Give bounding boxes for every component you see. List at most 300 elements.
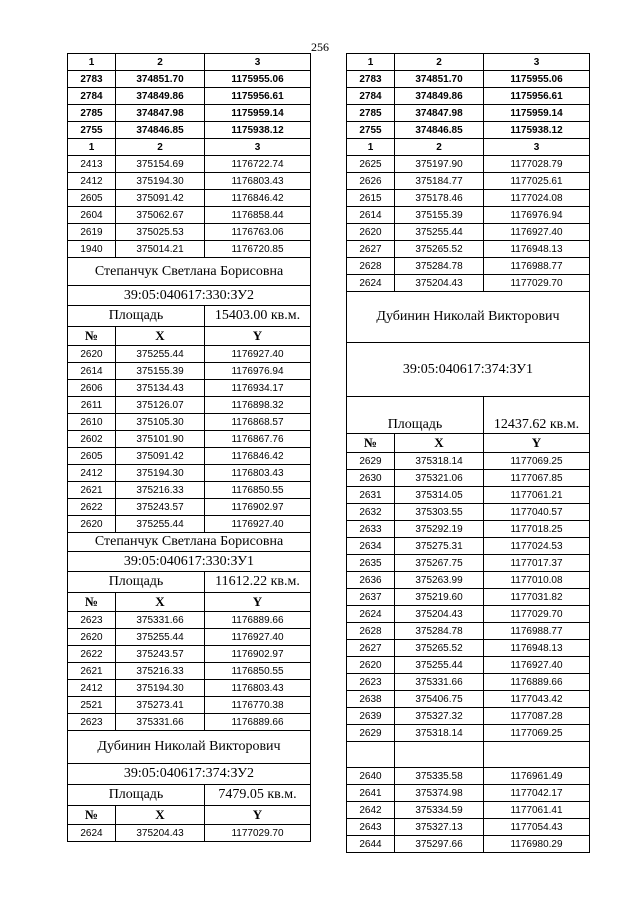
table-row [68, 646, 311, 663]
y-coordinate-cell: 1176902.97 [205, 646, 311, 663]
point-number-cell: 2638 [347, 691, 395, 708]
point-number-cell: 2614 [68, 363, 116, 380]
cadastral-number: 39:05:040617:374:ЗУ1 [347, 343, 590, 397]
y-coordinate-cell: 1176948.13 [484, 640, 590, 657]
x-column-header: X [116, 593, 205, 612]
y-coordinate-cell: 1176770.38 [205, 697, 311, 714]
x-coordinate-cell: 375126.07 [116, 397, 205, 414]
column-header-row [68, 806, 311, 825]
y-coordinate-cell: 1177024.08 [484, 190, 590, 207]
table-row [347, 802, 590, 819]
y-coordinate-cell: 1176898.32 [205, 397, 311, 414]
point-number-cell: 2632 [347, 504, 395, 521]
owner-name: Дубинин Николай Викторович [68, 731, 311, 764]
bold-row [68, 88, 311, 105]
x-coordinate-cell: 375374.98 [395, 785, 484, 802]
y-coordinate-cell: 1176846.42 [205, 448, 311, 465]
x-coordinate-cell: 375335.58 [395, 768, 484, 785]
x-coordinate-cell: 375194.30 [116, 173, 205, 190]
x-coordinate-cell: 375267.75 [395, 555, 484, 572]
x-coordinate-cell: 375255.44 [116, 346, 205, 363]
point-number-cell: 2619 [68, 224, 116, 241]
x-coordinate-cell: 375314.05 [395, 487, 484, 504]
y-coordinate-cell: 1176927.40 [484, 224, 590, 241]
y-coordinate-cell: 1177061.21 [484, 487, 590, 504]
table-row [347, 768, 590, 785]
bold-row [347, 122, 590, 139]
table-row [68, 448, 311, 465]
area-row [68, 306, 311, 327]
x-coordinate-cell: 374849.86 [395, 88, 484, 105]
y-coordinate-cell: 1177069.25 [484, 725, 590, 742]
y-coordinate-cell: 1176850.55 [205, 663, 311, 680]
coordinates-table-right [346, 53, 590, 853]
y-coordinate-cell: 1176961.49 [484, 768, 590, 785]
y-coordinate-cell: 1177024.53 [484, 538, 590, 555]
y-coordinate-cell: 1177031.82 [484, 589, 590, 606]
table-row [347, 657, 590, 674]
point-number-cell: 2624 [347, 275, 395, 292]
y-coordinate-cell: 1176803.43 [205, 680, 311, 697]
x-coordinate-cell: 375243.57 [116, 499, 205, 516]
column-number-header: 3 [205, 139, 311, 156]
table-row [347, 470, 590, 487]
area-value: 7479.05 кв.м. [205, 785, 311, 806]
table-row [68, 629, 311, 646]
bold-row [68, 122, 311, 139]
y-coordinate-cell: 1176763.06 [205, 224, 311, 241]
point-number-cell: 2412 [68, 173, 116, 190]
area-value: 11612.22 кв.м. [205, 572, 311, 593]
x-coordinate-cell: 375101.90 [116, 431, 205, 448]
owner-row [68, 533, 311, 552]
x-coordinate-cell: 374849.86 [116, 88, 205, 105]
column-header-row [68, 327, 311, 346]
table-row [347, 836, 590, 853]
y-coordinate-cell: 1176867.76 [205, 431, 311, 448]
x-coordinate-cell: 375255.44 [116, 516, 205, 533]
y-coordinate-cell: 1176868.57 [205, 414, 311, 431]
column-number-header: 3 [484, 139, 590, 156]
column-header-row [347, 434, 590, 453]
x-coordinate-cell: 375273.41 [116, 697, 205, 714]
x-coordinate-cell: 375105.30 [116, 414, 205, 431]
x-coordinate-cell: 375155.39 [116, 363, 205, 380]
point-number-cell: 2785 [68, 105, 116, 122]
cadastral-number: 39:05:040617:330:ЗУ1 [68, 552, 311, 572]
point-number-cell: 2620 [347, 657, 395, 674]
x-coordinate-cell: 374847.98 [395, 105, 484, 122]
x-coordinate-cell: 375204.43 [116, 825, 205, 842]
x-coordinate-cell: 375284.78 [395, 623, 484, 640]
x-coordinate-cell: 375178.46 [395, 190, 484, 207]
table-row [347, 691, 590, 708]
y-coordinate-cell: 1177029.70 [205, 825, 311, 842]
point-number-cell: 2627 [347, 241, 395, 258]
bold-row [347, 71, 590, 88]
table-row [347, 224, 590, 241]
cadastral-row [347, 343, 590, 397]
point-number-cell: 2785 [347, 105, 395, 122]
point-number-cell: 2783 [347, 71, 395, 88]
point-number-cell: 2624 [68, 825, 116, 842]
table-row [68, 207, 311, 224]
table-row [68, 663, 311, 680]
y-coordinate-cell: 1176889.66 [205, 714, 311, 731]
x-column-header: X [116, 327, 205, 346]
point-number-cell: 2602 [68, 431, 116, 448]
y-coordinate-cell: 1177010.08 [484, 572, 590, 589]
table-row [68, 224, 311, 241]
cadastral-row [68, 286, 311, 306]
y-coordinate-cell: 1176889.66 [205, 612, 311, 629]
y-coordinate-cell: 1177029.70 [484, 275, 590, 292]
table-row [347, 708, 590, 725]
y-column-header: Y [205, 593, 311, 612]
coordinates-table-left [67, 53, 311, 842]
y-coordinate-cell: 1175938.12 [205, 122, 311, 139]
x-coordinate-cell: 375331.66 [116, 714, 205, 731]
table-row [347, 785, 590, 802]
y-coordinate-cell: 1177043.42 [484, 691, 590, 708]
empty-cell [484, 742, 590, 768]
table-row [68, 431, 311, 448]
point-number-cell: 2784 [347, 88, 395, 105]
table-row [68, 680, 311, 697]
mid-header-row [347, 139, 590, 156]
table-row [68, 516, 311, 533]
mid-header-row [68, 139, 311, 156]
x-coordinate-cell: 375091.42 [116, 190, 205, 207]
y-coordinate-cell: 1176846.42 [205, 190, 311, 207]
owner-name: Дубинин Николай Викторович [347, 292, 590, 343]
x-coordinate-cell: 375318.14 [395, 453, 484, 470]
column-number-header: 1 [347, 54, 395, 71]
table-row [68, 173, 311, 190]
x-coordinate-cell: 375275.31 [395, 538, 484, 555]
column-number-header: 2 [116, 54, 205, 71]
point-number-cell: 2620 [347, 224, 395, 241]
table-row [68, 190, 311, 207]
x-coordinate-cell: 375204.43 [395, 606, 484, 623]
table-row [347, 623, 590, 640]
x-coordinate-cell: 375062.67 [116, 207, 205, 224]
y-coordinate-cell: 1176980.29 [484, 836, 590, 853]
x-coordinate-cell: 375327.32 [395, 708, 484, 725]
point-number-cell: 2627 [347, 640, 395, 657]
table-row [347, 504, 590, 521]
y-coordinate-cell: 1177067.85 [484, 470, 590, 487]
table-row [68, 499, 311, 516]
point-number-cell: 2624 [347, 606, 395, 623]
point-number-cell: 2610 [68, 414, 116, 431]
x-coordinate-cell: 375255.44 [395, 657, 484, 674]
number-column-header: № [68, 806, 116, 825]
y-coordinate-cell: 1175955.06 [484, 71, 590, 88]
table-row [347, 572, 590, 589]
x-coordinate-cell: 375197.90 [395, 156, 484, 173]
table-row [68, 825, 311, 842]
x-coordinate-cell: 375284.78 [395, 258, 484, 275]
y-coordinate-cell: 1176902.97 [205, 499, 311, 516]
table-row [347, 241, 590, 258]
number-column-header: № [347, 434, 395, 453]
table-row [347, 589, 590, 606]
x-coordinate-cell: 374846.85 [116, 122, 205, 139]
point-number-cell: 1940 [68, 241, 116, 258]
point-number-cell: 2634 [347, 538, 395, 555]
x-coordinate-cell: 374851.70 [116, 71, 205, 88]
point-number-cell: 2614 [347, 207, 395, 224]
table-row [68, 482, 311, 499]
y-coordinate-cell: 1177017.37 [484, 555, 590, 572]
point-number-cell: 2640 [347, 768, 395, 785]
x-coordinate-cell: 375091.42 [116, 448, 205, 465]
column-header-row [68, 593, 311, 612]
point-number-cell: 2412 [68, 680, 116, 697]
table-row [347, 640, 590, 657]
x-coordinate-cell: 374851.70 [395, 71, 484, 88]
column-number-header: 1 [68, 139, 116, 156]
empty-row [347, 742, 590, 768]
x-coordinate-cell: 375321.06 [395, 470, 484, 487]
y-coordinate-cell: 1175938.12 [484, 122, 590, 139]
y-coordinate-cell: 1176858.44 [205, 207, 311, 224]
table-row [347, 190, 590, 207]
x-coordinate-cell: 375327.13 [395, 819, 484, 836]
cadastral-row [68, 764, 311, 785]
bold-row [68, 71, 311, 88]
y-coordinate-cell: 1176948.13 [484, 241, 590, 258]
point-number-cell: 2637 [347, 589, 395, 606]
x-coordinate-cell: 375331.66 [395, 674, 484, 691]
x-coordinate-cell: 374847.98 [116, 105, 205, 122]
area-row [68, 785, 311, 806]
bold-row [347, 88, 590, 105]
point-number-cell: 2621 [68, 663, 116, 680]
point-number-cell: 2784 [68, 88, 116, 105]
area-row [68, 572, 311, 593]
point-number-cell: 2755 [347, 122, 395, 139]
point-number-cell: 2620 [68, 516, 116, 533]
owner-name: Степанчук Светлана Борисовна [68, 258, 311, 286]
y-coordinate-cell: 1175955.06 [205, 71, 311, 88]
column-number-header: 3 [484, 54, 590, 71]
point-number-cell: 2629 [347, 453, 395, 470]
x-coordinate-cell: 375204.43 [395, 275, 484, 292]
y-coordinate-cell: 1176803.43 [205, 173, 311, 190]
x-coordinate-cell: 375216.33 [116, 482, 205, 499]
point-number-cell: 2605 [68, 190, 116, 207]
number-column-header: № [68, 593, 116, 612]
point-number-cell: 2635 [347, 555, 395, 572]
column-number-header: 2 [395, 139, 484, 156]
x-column-header: X [116, 806, 205, 825]
point-number-cell: 2628 [347, 623, 395, 640]
x-coordinate-cell: 375014.21 [116, 241, 205, 258]
point-number-cell: 2605 [68, 448, 116, 465]
x-coordinate-cell: 375194.30 [116, 680, 205, 697]
point-number-cell: 2620 [68, 629, 116, 646]
point-number-cell: 2643 [347, 819, 395, 836]
y-column-header: Y [205, 327, 311, 346]
table-row [68, 156, 311, 173]
table-row [68, 241, 311, 258]
owner-row [68, 731, 311, 764]
point-number-cell: 2521 [68, 697, 116, 714]
cadastral-number: 39:05:040617:330:ЗУ2 [68, 286, 311, 306]
point-number-cell: 2629 [347, 725, 395, 742]
y-coordinate-cell: 1175956.61 [205, 88, 311, 105]
y-coordinate-cell: 1176927.40 [205, 629, 311, 646]
point-number-cell: 2644 [347, 836, 395, 853]
top-header-row [68, 54, 311, 71]
cadastral-number: 39:05:040617:374:ЗУ2 [68, 764, 311, 785]
owner-row [68, 258, 311, 286]
point-number-cell: 2633 [347, 521, 395, 538]
column-number-header: 1 [68, 54, 116, 71]
point-number-cell: 2622 [68, 646, 116, 663]
y-coordinate-cell: 1177025.61 [484, 173, 590, 190]
number-column-header: № [68, 327, 116, 346]
column-number-header: 2 [116, 139, 205, 156]
area-label: Площадь [347, 397, 484, 434]
x-coordinate-cell: 374846.85 [395, 122, 484, 139]
table-row [68, 414, 311, 431]
x-coordinate-cell: 375297.66 [395, 836, 484, 853]
y-coordinate-cell: 1175959.14 [484, 105, 590, 122]
y-coordinate-cell: 1176722.74 [205, 156, 311, 173]
table-row [347, 538, 590, 555]
y-coordinate-cell: 1176927.40 [205, 516, 311, 533]
bold-row [68, 105, 311, 122]
point-number-cell: 2413 [68, 156, 116, 173]
x-coordinate-cell: 375265.52 [395, 241, 484, 258]
table-row [347, 819, 590, 836]
column-number-header: 3 [205, 54, 311, 71]
y-coordinate-cell: 1176803.43 [205, 465, 311, 482]
table-row [68, 465, 311, 482]
y-coordinate-cell: 1175956.61 [484, 88, 590, 105]
table-row [68, 612, 311, 629]
y-coordinate-cell: 1176927.40 [205, 346, 311, 363]
y-coordinate-cell: 1177054.43 [484, 819, 590, 836]
table-row [347, 487, 590, 504]
x-coordinate-cell: 375318.14 [395, 725, 484, 742]
point-number-cell: 2620 [68, 346, 116, 363]
y-column-header: Y [205, 806, 311, 825]
cadastral-row [68, 552, 311, 572]
area-label: Площадь [68, 306, 205, 327]
point-number-cell: 2631 [347, 487, 395, 504]
point-number-cell: 2412 [68, 465, 116, 482]
table-row [68, 697, 311, 714]
point-number-cell: 2636 [347, 572, 395, 589]
bold-row [347, 105, 590, 122]
area-label: Площадь [68, 572, 205, 593]
owner-name: Степанчук Светлана Борисовна [68, 533, 311, 552]
table-row [347, 275, 590, 292]
table-row [347, 674, 590, 691]
point-number-cell: 2626 [347, 173, 395, 190]
y-column-header: Y [484, 434, 590, 453]
table-row [347, 606, 590, 623]
y-coordinate-cell: 1177087.28 [484, 708, 590, 725]
x-coordinate-cell: 375184.77 [395, 173, 484, 190]
table-row [347, 725, 590, 742]
point-number-cell: 2621 [68, 482, 116, 499]
x-coordinate-cell: 375025.53 [116, 224, 205, 241]
x-coordinate-cell: 375216.33 [116, 663, 205, 680]
x-coordinate-cell: 375154.69 [116, 156, 205, 173]
y-coordinate-cell: 1177029.70 [484, 606, 590, 623]
y-coordinate-cell: 1177069.25 [484, 453, 590, 470]
column-number-header: 2 [395, 54, 484, 71]
empty-cell [347, 742, 395, 768]
point-number-cell: 2783 [68, 71, 116, 88]
x-coordinate-cell: 375292.19 [395, 521, 484, 538]
x-coordinate-cell: 375255.44 [395, 224, 484, 241]
point-number-cell: 2639 [347, 708, 395, 725]
point-number-cell: 2755 [68, 122, 116, 139]
area-label: Площадь [68, 785, 205, 806]
x-coordinate-cell: 375243.57 [116, 646, 205, 663]
point-number-cell: 2611 [68, 397, 116, 414]
y-coordinate-cell: 1176720.85 [205, 241, 311, 258]
table-row [68, 346, 311, 363]
x-coordinate-cell: 375334.59 [395, 802, 484, 819]
point-number-cell: 2642 [347, 802, 395, 819]
top-header-row [347, 54, 590, 71]
point-number-cell: 2641 [347, 785, 395, 802]
table-row [347, 453, 590, 470]
point-number-cell: 2606 [68, 380, 116, 397]
table-row [347, 521, 590, 538]
y-coordinate-cell: 1177042.17 [484, 785, 590, 802]
area-value: 15403.00 кв.м. [205, 306, 311, 327]
x-coordinate-cell: 375263.99 [395, 572, 484, 589]
y-coordinate-cell: 1176850.55 [205, 482, 311, 499]
x-column-header: X [395, 434, 484, 453]
y-coordinate-cell: 1176988.77 [484, 623, 590, 640]
area-value: 12437.62 кв.м. [484, 397, 590, 434]
y-coordinate-cell: 1176889.66 [484, 674, 590, 691]
y-coordinate-cell: 1177028.79 [484, 156, 590, 173]
point-number-cell: 2622 [68, 499, 116, 516]
table-row [347, 156, 590, 173]
x-coordinate-cell: 375255.44 [116, 629, 205, 646]
y-coordinate-cell: 1177018.25 [484, 521, 590, 538]
page-number: 256 [311, 40, 329, 54]
point-number-cell: 2615 [347, 190, 395, 207]
point-number-cell: 2623 [347, 674, 395, 691]
x-coordinate-cell: 375134.43 [116, 380, 205, 397]
table-row [68, 714, 311, 731]
table-row [347, 173, 590, 190]
x-coordinate-cell: 375155.39 [395, 207, 484, 224]
column-number-header: 1 [347, 139, 395, 156]
table-row [68, 380, 311, 397]
y-coordinate-cell: 1177061.41 [484, 802, 590, 819]
table-row [68, 363, 311, 380]
y-coordinate-cell: 1175959.14 [205, 105, 311, 122]
point-number-cell: 2623 [68, 714, 116, 731]
x-coordinate-cell: 375219.60 [395, 589, 484, 606]
y-coordinate-cell: 1176934.17 [205, 380, 311, 397]
y-coordinate-cell: 1176976.94 [205, 363, 311, 380]
table-row [347, 258, 590, 275]
empty-cell [395, 742, 484, 768]
